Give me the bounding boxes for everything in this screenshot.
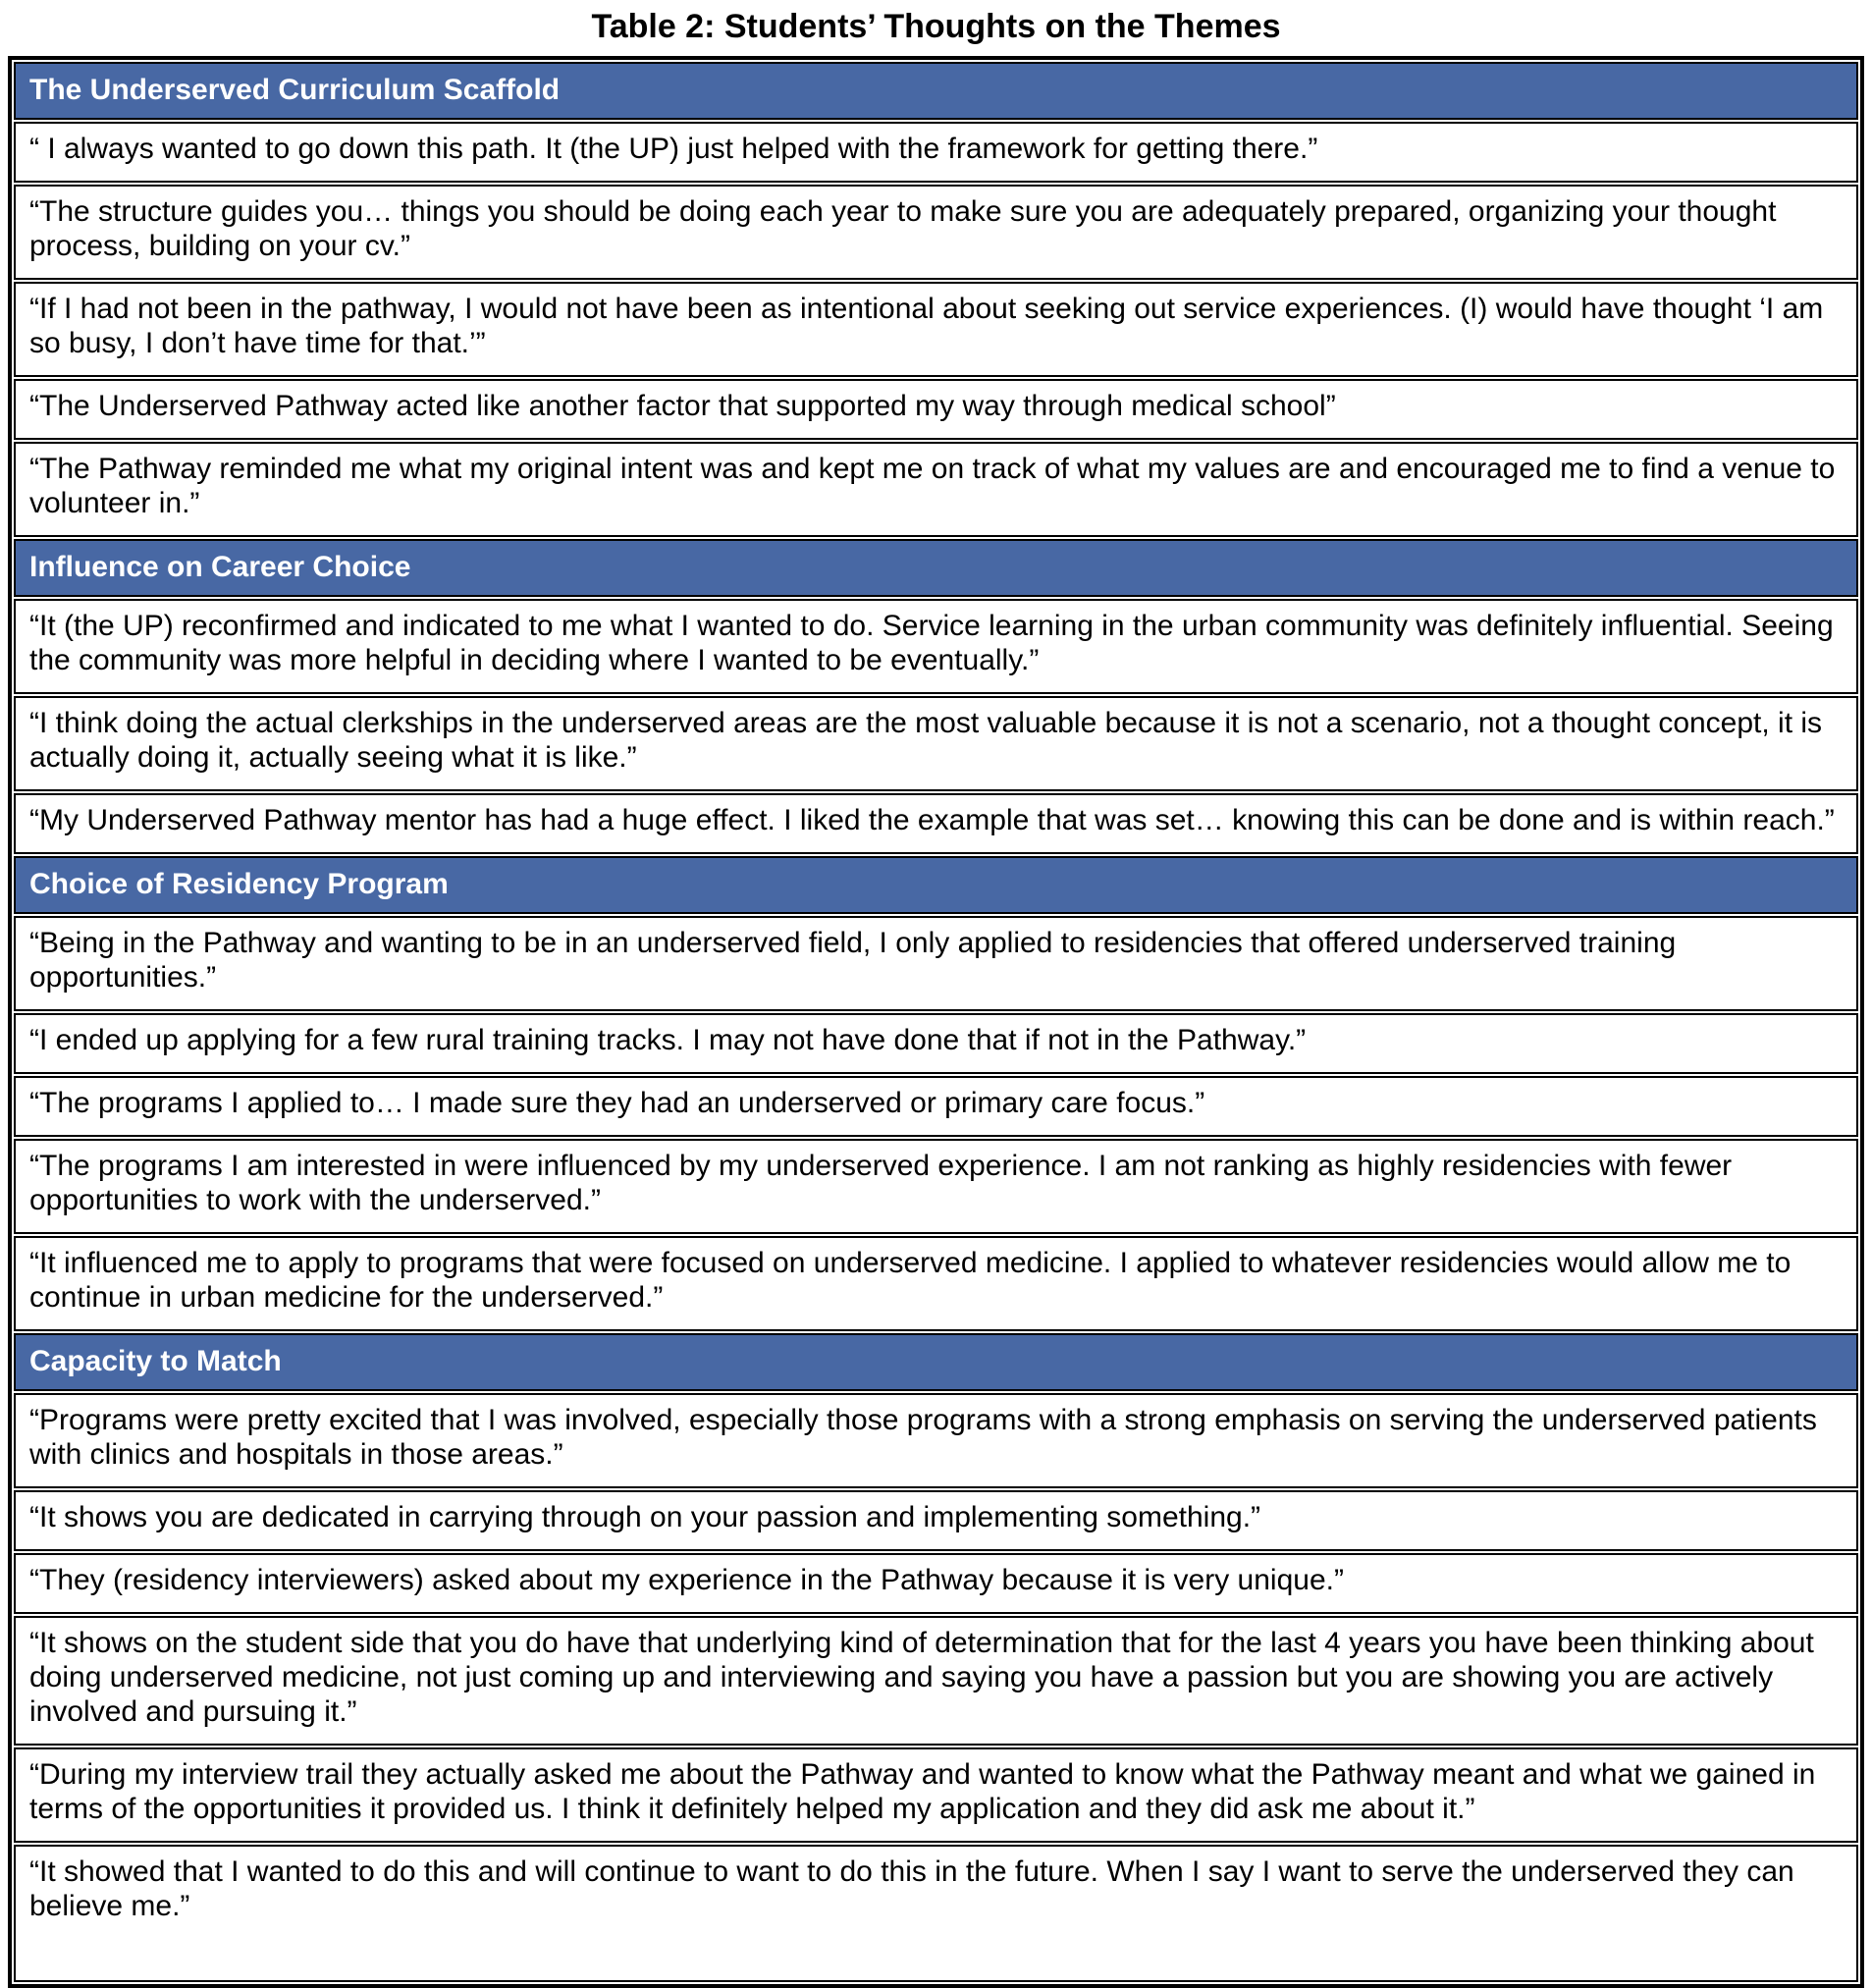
student-quote: “It influenced me to apply to programs that were focused on underserved medicine. I applied to whatever residencies would allow me to continue in urban medicine for the underserved.” xyxy=(14,1236,1858,1331)
themes-table xyxy=(8,56,1864,1988)
student-quote: “The structure guides you… things you should be doing each year to make sure you are adequately prepared, organizing your thought process, building on your cv.” xyxy=(14,185,1858,280)
table-title: Table 2: Students’ Thoughts on the Themes xyxy=(591,8,1281,45)
section-header-curriculum-scaffold: The Underserved Curriculum Scaffold xyxy=(14,62,1858,120)
table-row xyxy=(14,185,1858,280)
table-row xyxy=(14,1139,1858,1234)
student-quote: “It shows on the student side that you do have that underlying kind of determination that for the last 4 years you have been thinking about doing underserved medicine, not just coming up and interviewing and saying you have a passion but you are showing you are actively involved and pursuing it.” xyxy=(14,1616,1858,1746)
table-row xyxy=(14,1553,1858,1614)
table-row xyxy=(14,1393,1858,1488)
table-row xyxy=(14,916,1858,1011)
table-row xyxy=(14,856,1858,914)
table-row xyxy=(14,1845,1858,1982)
student-quote: “Programs were pretty excited that I was involved, especially those programs with a strong emphasis on serving the underserved patients with clinics and hospitals in those areas.” xyxy=(14,1393,1858,1488)
student-quote: “Being in the Pathway and wanting to be in an underserved field, I only applied to residencies that offered underserved training opportunities.” xyxy=(14,916,1858,1011)
table-row xyxy=(14,1076,1858,1137)
section-header-capacity-to-match: Capacity to Match xyxy=(14,1333,1858,1391)
table-row xyxy=(14,1236,1858,1331)
student-quote: “I ended up applying for a few rural training tracks. I may not have done that if not in the Pathway.” xyxy=(14,1013,1858,1074)
table-row xyxy=(14,696,1858,791)
table-row xyxy=(14,62,1858,120)
table-row xyxy=(14,1616,1858,1746)
student-quote: “The programs I am interested in were influenced by my underserved experience. I am not ranking as highly residencies with fewer opportunities to work with the underserved.” xyxy=(14,1139,1858,1234)
student-quote: “It (the UP) reconfirmed and indicated to me what I wanted to do. Service learning in the urban community was definitely influential. Seeing the community was more helpful in deciding where I wanted to be eventually.” xyxy=(14,599,1858,694)
section-header-residency-program: Choice of Residency Program xyxy=(14,856,1858,914)
student-quote: “The programs I applied to… I made sure they had an underserved or primary care focus.” xyxy=(14,1076,1858,1137)
table-row xyxy=(14,442,1858,537)
student-quote: “The Underserved Pathway acted like another factor that supported my way through medical school” xyxy=(14,379,1858,440)
table-row xyxy=(14,1013,1858,1074)
student-quote: “The Pathway reminded me what my original intent was and kept me on track of what my values are and encouraged me to find a venue to volunteer in.” xyxy=(14,442,1858,537)
student-quote: “During my interview trail they actually asked me about the Pathway and wanted to know what the Pathway meant and what we gained in terms of the opportunities it provided us. I think it definitely helped my application and they did ask me about it.” xyxy=(14,1747,1858,1843)
table-row xyxy=(14,379,1858,440)
student-quote: “It shows you are dedicated in carrying through on your passion and implementing something.” xyxy=(14,1490,1858,1551)
table-row xyxy=(14,1333,1858,1391)
student-quote: “It showed that I wanted to do this and will continue to want to do this in the future. When I say I want to serve the underserved they can believe me.” xyxy=(14,1845,1858,1982)
student-quote: “If I had not been in the pathway, I would not have been as intentional about seeking out service experiences. (I) would have thought ‘I am so busy, I don’t have time for that.’” xyxy=(14,282,1858,377)
student-quote: “They (residency interviewers) asked about my experience in the Pathway because it is very unique.” xyxy=(14,1553,1858,1614)
student-quote: “My Underserved Pathway mentor has had a huge effect. I liked the example that was set… knowing this can be done and is within reach.” xyxy=(14,793,1858,854)
section-header-career-choice: Influence on Career Choice xyxy=(14,539,1858,597)
table-row xyxy=(14,122,1858,183)
table-row xyxy=(14,1747,1858,1843)
student-quote: “I think doing the actual clerkships in the underserved areas are the most valuable because it is not a scenario, not a thought concept, it is actually doing it, actually seeing what it is like.” xyxy=(14,696,1858,791)
student-quote: “ I always wanted to go down this path. It (the UP) just helped with the framework for getting there.” xyxy=(14,122,1858,183)
table-row xyxy=(14,599,1858,694)
table-row xyxy=(14,282,1858,377)
table-row xyxy=(14,793,1858,854)
table-row xyxy=(14,539,1858,597)
table-row xyxy=(14,1490,1858,1551)
